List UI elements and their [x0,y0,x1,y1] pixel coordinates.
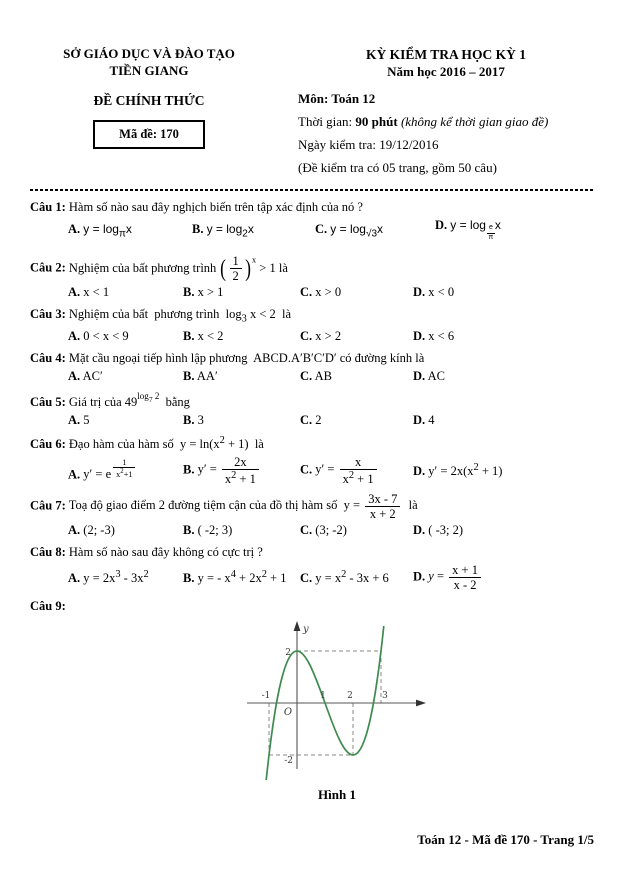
x-axis-arrow [416,699,426,706]
pages-note: (Đề kiểm tra có 05 trang, gồm 50 câu) [298,160,497,176]
question-4-text: Mặt cầu ngoại tiếp hình lập phương ABCD.A′B′C′D′ có đường kính là [68,350,425,365]
figure-caption: Hình 1 [318,786,356,802]
option-a: A. 0 < x < 9 [68,328,129,343]
x-tick-2: 2 [347,690,353,701]
question-3-text: Nghiệm của bất phương trình $\log_3 x < 2$ là [68,307,292,325]
question-8 [30,544,594,592]
question-9 [30,598,594,803]
question-2 [30,254,594,300]
option-c: C. x > 2 [300,328,342,343]
question-3-label: Câu 3: [30,307,66,322]
question-2-options [30,285,594,300]
header-left [30,46,268,176]
exam-title: KỲ KIỂM TRA HỌC KỲ 1 [366,47,526,62]
x-tick-1: 1 [320,690,326,701]
option-c: C. AB [300,368,332,383]
option-d: D. ( -3; 2) [413,523,463,538]
date-line: Ngày kiểm tra: 19/12/2016 [298,137,439,153]
question-8-text: Hàm số nào sau đây không có cực trị ? [68,545,263,560]
subject-line: Môn: Toán 12 [298,91,376,107]
option-a: A. x < 1 [68,285,110,300]
y-axis-arrow [294,621,301,631]
option-d: D. y = log $\frac{e}{\pi}$ x [435,218,501,241]
option-b: B. AA′ [183,368,218,383]
option-c: C. (3; -2) [300,523,347,538]
option-a: A. $y = 2x^3 - 3x^2$ [68,568,149,586]
question-7 [30,492,594,538]
option-d: D. AC [413,368,445,383]
question-3 [30,306,594,344]
y-tick-2: 2 [285,647,291,658]
figure-container [239,617,435,803]
question-5-options [30,413,594,428]
option-a: A. $y = \log_\pi x$ [68,221,132,240]
question-1 [30,199,594,242]
option-d: D. 4 [413,412,435,427]
x-tick-3: 3 [382,690,388,701]
question-1-options [30,218,594,242]
origin-label: O [283,706,293,718]
question-4-options [30,369,594,384]
question-7-label: Câu 7: [30,498,66,513]
exam-code-box: Mã đề: 170 [93,120,205,149]
option-c: C. 2 [300,412,322,427]
option-a: A. AC′ [68,368,103,383]
exam-type-label: ĐỀ CHÍNH THỨC [93,92,205,108]
time-note: (không kể thời gian giao đề) [397,114,549,130]
option-b: B. x < 2 [183,328,224,343]
option-b: B. y = - $x^4 + 2x^2 + 1$ [183,568,287,586]
option-b: B. y′ = $\frac{2x}{x^2 + 1}$ [183,455,300,486]
question-2-label: Câu 2: [30,260,66,275]
question-6-options [30,455,594,486]
option-d: D. x < 6 [413,328,455,343]
option-a: A. 5 [68,412,90,427]
option-c: C. $y = x^2 - 3x + 6$ [300,568,389,586]
time-line [298,114,594,130]
question-8-label: Câu 8: [30,545,66,560]
school-year: Năm học 2016 – 2017 [387,63,505,79]
question-1-text: Hàm số nào sau đây nghịch biến trên tập xác định của nó ? [68,200,363,215]
question-5 [30,390,594,428]
option-d: D. y = $\frac{x + 1}{x - 2}$ [413,563,594,592]
header-right [268,46,594,176]
question-4 [30,350,594,384]
y-axis-label: y [303,623,309,635]
question-1-label: Câu 1: [30,200,66,215]
question-4-label: Câu 4: [30,350,66,365]
option-b: B. 3 [183,412,204,427]
time-value: 90 phút [355,114,398,130]
question-8-options [30,563,594,592]
time-label: Thời gian: [298,114,356,130]
x-tick-minus1: -1 [261,690,271,701]
question-5-label: Câu 5: [30,395,66,410]
option-b: B. $y = \log_2x$ [192,221,254,240]
question-2-text: Nghiệm của bất phương trình ( $\frac{1}{2}$ )$^x$ > 1 là [68,254,288,284]
option-d: D. $y' = 2x(x^2 + 1)$ [413,461,503,479]
page-footer: Toán 12 - Mã đề 170 - Trang 1/5 [417,832,594,847]
header [30,46,594,176]
axes [247,628,418,769]
option-a: A. (2; -3) [68,523,115,538]
option-c: C. $y = \log_{√3}x$ [315,221,384,240]
department-line1: SỞ GIÁO DỤC VÀ ĐÀO TẠO [63,46,235,61]
question-7-text: Toạ độ giao điểm 2 đường tiệm cận của đồ thị hàm số y = $\frac{3x - 7}{x + 2}$ là [68,492,418,522]
figure-graph [239,617,435,783]
department-line2: TIỀN GIANG [109,62,189,78]
question-7-options [30,523,594,538]
question-6-label: Câu 6: [30,437,66,452]
question-6 [30,434,594,486]
question-6-text: Đạo hàm của hàm số $y = \ln(x^2 + 1)$ là [68,434,264,452]
option-d: D. x < 0 [413,285,455,300]
y-tick-minus2: -2 [284,755,293,766]
option-b: B. x > 1 [183,285,224,300]
option-c: C. x > 0 [300,285,342,300]
question-3-options [30,329,594,344]
question-9-label: Câu 9: [30,598,66,613]
option-a: A. y′ = e $\frac{1}{x^2+1}$ [68,459,183,483]
dashed-separator [30,189,594,191]
question-5-text: Giá trị của $49^{log_7 2}$ bằng [68,390,190,410]
option-c: C. y′ = $\frac{x}{x^2 + 1}$ [300,455,413,486]
option-b: B. ( -2; 3) [183,523,233,538]
